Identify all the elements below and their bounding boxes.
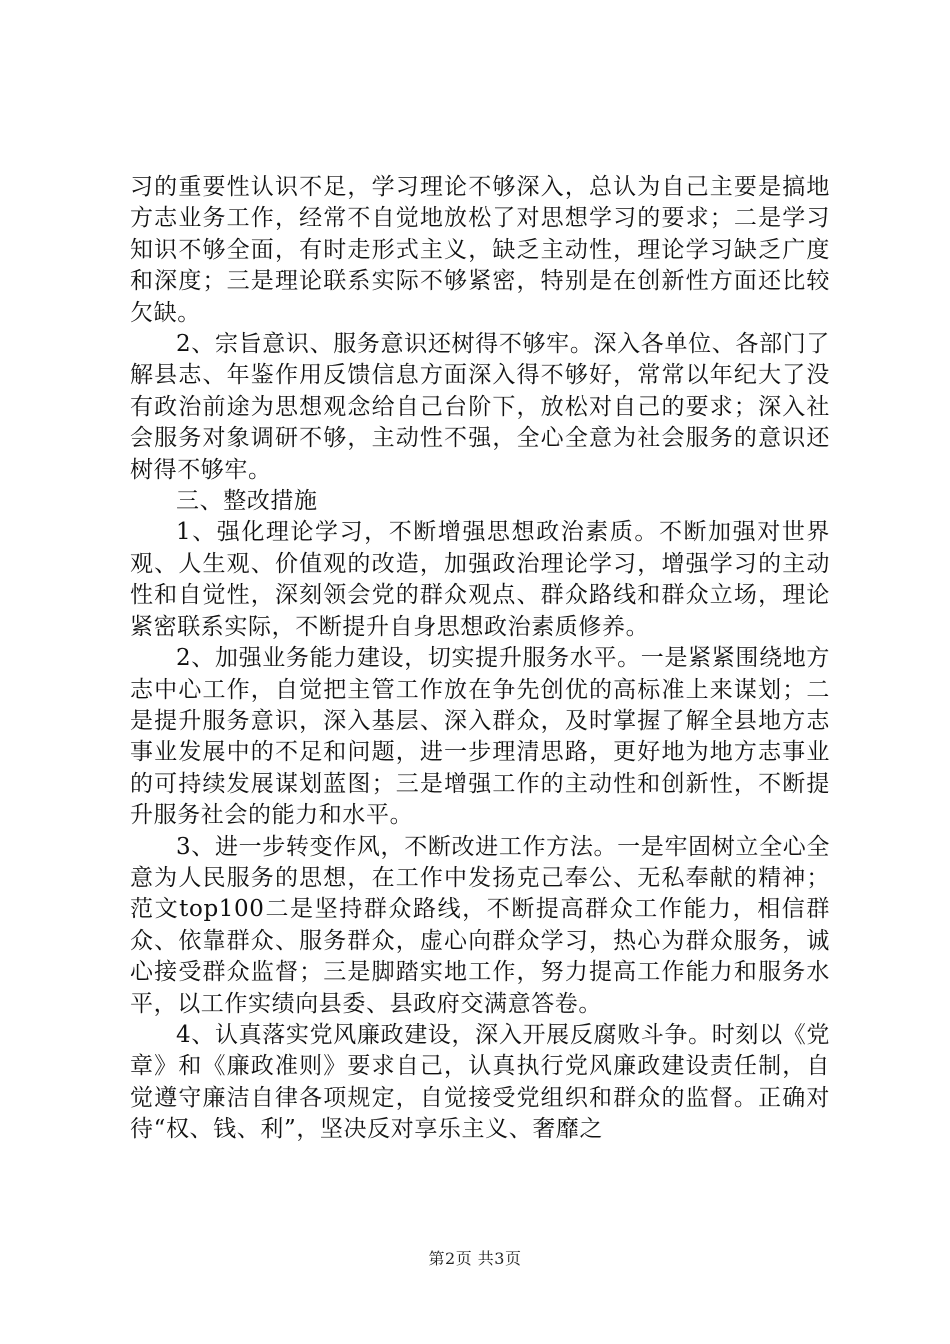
paragraph-clean-governance: 4、认真落实党风廉政建设，深入开展反腐败斗争。时刻以《党章》和《廉政准则》要求自己，认真执行党风廉政建设责任制，自觉遵守廉洁自律各项规定，自觉接受党组织和群众的监督。正确对待“权、钱、利”，坚决反对享乐主义、奢靡之 <box>130 1021 830 1143</box>
paragraph-work-style: 3、进一步转变作风，不断改进工作方法。一是牢固树立全心全意为人民服务的思想，在工作中发扬克己奉公、无私奉献的精神；范文top100二是坚持群众路线，不断提高群众工作能力，相信群众、依靠群众、服务群众，虚心向群众学习，热心为群众服务，诚心接受群众监督；三是脚踏实地工作，努力提高工作能力和服务水平，以工作实绩向县委、县政府交满意答卷。 <box>130 833 830 1017</box>
page-footer: 第2页 共3页 <box>428 1249 522 1268</box>
paragraph-continuation: 习的重要性认识不足，学习理论不够深入，总认为自己主要是搞地方志业务工作，经常不自觉地放松了对思想学习的要求；二是学习知识不够全面，有时走形式主义，缺乏主动性，理论学习缺乏广度和深度；三是理论联系实际不够紧密，特别是在创新性方面还比较欠缺。 <box>130 174 830 326</box>
paragraph-capacity-building: 2、加强业务能力建设，切实提升服务水平。一是紧紧围绕地方志中心工作，自觉把主管工作放在争先创优的高标准上来谋划；二是提升服务意识，深入基层、深入群众，及时掌握了解全县地方志事业发展中的不足和问题，进一步理清思路，更好地为地方志事业的可持续发展谋划蓝图；三是增强工作的主动性和创新性，不断提升服务社会的能力和水平。 <box>130 645 830 829</box>
section-heading-rectification: 三、整改措施 <box>176 488 318 515</box>
document-body <box>130 172 830 1146</box>
paragraph-theory-study: 1、强化理论学习，不断增强思想政治素质。不断加强对世界观、人生观、价值观的改造，加强政治理论学习，增强学习的主动性和自觉性，深刻领会党的群众观点、群众路线和群众立场，理论紧密联系实际，不断提升自身思想政治素质修养。 <box>130 519 830 640</box>
paragraph-purpose-awareness: 2、宗旨意识、服务意识还树得不够牢。深入各单位、各部门了解县志、年鉴作用反馈信息方面深入得不够好，常常以年纪大了没有政治前途为思想观念给自己台阶下，放松对自己的要求；深入社会服务对象调研不够，主动性不强，全心全意为社会服务的意识还树得不够牢。 <box>130 331 830 483</box>
